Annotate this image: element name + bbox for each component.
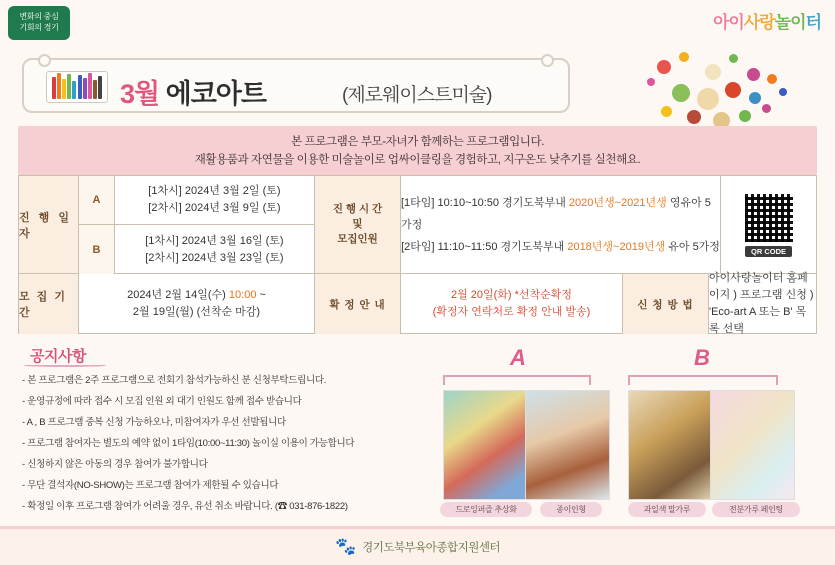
qr-code-cell[interactable] (720, 176, 816, 273)
photo-a-1 (443, 390, 528, 500)
banner-title-text: 에코아트 (159, 79, 266, 109)
group-a-label: A (79, 176, 115, 224)
period-values (79, 274, 315, 334)
schedule-row-b (79, 225, 314, 274)
time-capacity-values (401, 176, 720, 273)
footer-text: 경기도북부육아종합지원센터 (362, 542, 501, 554)
photo-a-2 (525, 390, 610, 500)
confetti-decoration (617, 48, 817, 133)
confirm-values (401, 274, 623, 334)
qr-code-icon[interactable] (743, 192, 795, 244)
row-b-session-1: [1차시] 2024년 3월 16일 (토) (145, 234, 284, 247)
confirm-line-1: 2월 20일(화) *선착순확정 (450, 289, 573, 301)
caption-a-1: 드로잉퍼즐 추상화 (440, 502, 532, 517)
period-line-1-prefix: 2024년 2월 14일(수) (127, 289, 229, 301)
banner-subtitle: (제로웨이스트미술) (342, 85, 492, 106)
notice-item-7: - 확정일 이후 프로그램 참여가 어려울 경우, 유선 취소 바랍니다. (☎ 031-876-1822) (22, 501, 348, 512)
badge-line2: 기회의 경기 (19, 23, 59, 32)
photo-b-2 (710, 390, 795, 500)
page-title (120, 72, 266, 111)
caption-b-2: 전분가루 페인팅 (712, 502, 800, 517)
schedule-row-a (79, 176, 314, 225)
period-line-2: 2월 19일(월) (선착순 마감) (132, 306, 261, 318)
photo-b-1 (628, 390, 713, 500)
time-slot-2-age: 2018년생~2019년생 (567, 240, 666, 253)
group-b-label: B (79, 225, 115, 274)
time-slot-1 (401, 192, 720, 236)
info-table (18, 175, 817, 334)
label-confirm: 확 정 안 내 (315, 274, 401, 334)
label-time-capacity (315, 176, 401, 273)
color-pencils-icon (46, 71, 108, 103)
intro-line-1: 본 프로그램은 부모-자녀가 함께하는 프로그램입니다. (290, 135, 544, 148)
period-block (19, 274, 816, 334)
notice-item-6: - 무단 결석자(NO-SHOW)는 프로그램 참여가 제한될 수 있습니다 (22, 480, 279, 491)
period-open-time: 10:00 (228, 289, 257, 301)
schedule-block (19, 176, 816, 274)
time-slot-2 (401, 236, 720, 258)
apply-values (709, 274, 816, 334)
notice-title-underline (24, 364, 106, 367)
time-slot-2-suffix: 유아 5가정 (665, 240, 720, 253)
time-slot-1-age: 2020년생~2021년생 (568, 196, 667, 209)
footer (0, 529, 835, 565)
qr-code-label: QR CODE (745, 246, 792, 257)
brand-part-3: 놀이 (774, 13, 806, 32)
brand-part-4: 터 (805, 13, 821, 32)
brand-part-1: 아이 (712, 13, 744, 32)
row-a-session-2: [2차시] 2024년 3월 9일 (토) (148, 202, 281, 214)
brand-part-2: 사랑 (743, 13, 775, 32)
period-line-1-suffix: ~ (256, 289, 266, 301)
row-b-session-2: [2차시] 2024년 3월 23일 (토) (145, 251, 284, 264)
notice-title: 공지사항 (30, 348, 86, 365)
confirm-line-2: (확정자 연락처로 확정 안내 발송) (432, 306, 591, 318)
label-time-line1: 진 행 시 간 (332, 203, 383, 215)
badge-line1: 변화의 중심 (19, 12, 59, 21)
group-b-heading: B (694, 345, 710, 370)
label-time-line3: 모집인원 (337, 233, 378, 245)
time-slot-1-prefix: [1타임] 10:10~10:50 경기도북부내 (401, 196, 569, 209)
gyeonggi-badge (8, 6, 70, 40)
label-time-line2: 및 (352, 218, 363, 230)
apply-line-2: 'Eco-art A 또는 B' 목록 선택 (709, 306, 807, 335)
notice-item-4: - 프로그램 참여자는 별도의 예약 없이 1타임(10:00~11:30) 놀이실 이용이 가능합니다 (22, 438, 355, 449)
notice-item-3: - A , B 프로그램 중복 신청 가능하오나, 미참여자가 우선 선발됩니다 (22, 417, 286, 428)
notice-item-1: - 본 프로그램은 2주 프로그램으로 전회기 참석가능하신 분 신청부탁드립니다. (22, 375, 327, 386)
time-slot-1-suffix: 영유아 5가정 (401, 196, 711, 231)
period-line-1 (127, 287, 266, 304)
label-schedule: 진 행 일 자 (19, 176, 79, 273)
caption-b-1: 과일색 말가루 (628, 502, 706, 517)
row-a-session-1: [1차시] 2024년 3월 2일 (토) (148, 185, 281, 197)
title-banner (22, 58, 570, 113)
paw-logo-icon: 🐾 (334, 537, 357, 556)
group-a-bracket (443, 375, 591, 385)
label-period: 모 집 기 간 (19, 274, 79, 334)
caption-a-2: 종이인형 (540, 502, 602, 517)
intro-line-2: 재활용품과 자연물을 이용한 미술놀이로 업싸이클링을 경험하고, 지구온도 낮추기를 실천해요. (194, 153, 641, 166)
apply-line-1: 아이사랑놀이터 홈페이지 ) 프로그램 신청 ) (709, 272, 814, 301)
group-b-bracket (628, 375, 778, 385)
time-slot-2-prefix: [2타임] 11:10~11:50 경기도북부내 (401, 240, 568, 253)
banner-month: 3월 (120, 79, 160, 109)
label-apply: 신 청 방 법 (623, 274, 709, 334)
intro-band (18, 126, 817, 175)
notice-list (22, 370, 437, 517)
notice-item-5: - 신청하지 않은 아동의 경우 참여가 불가합니다 (22, 459, 208, 470)
brand-logo (713, 8, 821, 33)
group-a-heading: A (510, 345, 526, 370)
notice-item-2: - 운영규정에 따라 접수 시 모집 인원 외 대기 인원도 함께 접수 받습니다 (22, 396, 302, 407)
